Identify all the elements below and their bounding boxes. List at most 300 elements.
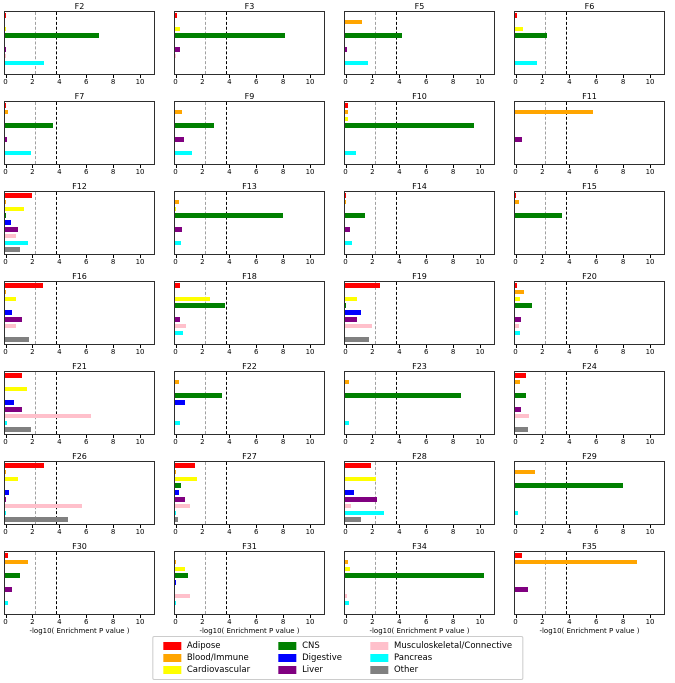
threshold-line-2 [56,192,57,254]
plot-area-F20 [514,281,665,345]
tick-label: 8 [280,618,286,626]
bar-blood-immune [175,380,179,385]
tick-label: 6 [593,618,599,626]
subplot-F29 [514,452,665,536]
subplot-title-F18: F18 [242,272,257,281]
subplot-title-F9: F9 [244,92,255,101]
threshold-line-1 [35,552,36,614]
tick-label: 0 [173,618,178,626]
bar-cardiovascular [5,477,18,482]
tick-label: 0 [173,528,178,536]
bar-blood-immune [515,200,519,205]
subplot-title-F15: F15 [582,182,597,191]
threshold-line-2 [56,552,57,614]
x-axis-ticks [514,615,665,626]
threshold-line-2 [396,372,397,434]
tick-label: 4 [567,348,572,356]
tick-label: 6 [253,258,259,266]
bar-digestive [5,220,11,225]
threshold-line-2 [226,102,227,164]
bar-adipose [5,553,8,558]
x-axis-ticks [344,435,495,446]
x-axis-ticks [174,435,325,446]
tick-label: 10 [305,528,315,536]
bar-adipose [5,283,43,288]
threshold-line-1 [375,12,376,74]
x-axis-label: -log10( Enrichment P value ) [539,627,640,635]
subplot-F16 [4,272,155,356]
bar-adipose [345,103,348,108]
tick-label: 8 [280,348,286,356]
tick-label: 0 [173,348,178,356]
bar-cardiovascular [175,477,197,482]
bar-blood-immune [5,110,8,115]
subplot-F9 [174,92,325,176]
bar-adipose [515,13,517,18]
tick-label: 2 [370,168,375,176]
tick-label: 6 [423,258,429,266]
bar-liver [515,317,521,322]
bar-adipose [345,463,371,468]
bar-other [5,517,68,522]
tick-label: 2 [200,348,205,356]
subplot-F23 [344,362,495,446]
tick-label: 8 [450,168,456,176]
tick-label: 10 [305,618,315,626]
bar-pancreas [515,61,537,66]
bar-cns [5,123,53,128]
x-axis-ticks [4,345,155,356]
tick-label: 2 [540,528,545,536]
bar-cardiovascular [515,27,523,32]
bar-adipose [5,103,6,108]
bar-cardiovascular [345,567,350,572]
tick-label: 2 [200,618,205,626]
bar-musculoskeletal-connective [345,504,351,509]
threshold-line-1 [205,462,206,524]
bar-cns [345,303,346,308]
tick-label: 0 [3,348,8,356]
subplot-F11 [514,92,665,176]
bar-cardiovascular [5,27,6,32]
tick-label: 4 [57,528,62,536]
subplot-title-F29: F29 [582,452,597,461]
tick-label: 4 [567,618,572,626]
x-axis-ticks [514,525,665,536]
bar-musculoskeletal-connective [175,594,190,599]
tick-label: 4 [227,258,232,266]
bar-other [5,337,29,342]
plot-area-F2 [4,11,155,75]
tick-label: 8 [450,258,456,266]
bar-digestive [175,490,179,495]
bar-musculoskeletal-connective [175,504,190,509]
tick-label: 10 [135,528,145,536]
tick-label: 2 [30,348,35,356]
legend-label: Pancreas [393,653,433,663]
tick-label: 8 [620,168,626,176]
plot-area-F9 [174,101,325,165]
tick-label: 6 [593,528,599,536]
tick-label: 0 [513,78,518,86]
bar-liver [175,47,180,52]
tick-label: 4 [397,168,402,176]
x-axis-ticks [4,75,155,86]
bar-pancreas [175,511,176,516]
tick-label: 6 [83,258,89,266]
subplot-title-F6: F6 [584,2,595,11]
bar-liver [345,47,347,52]
threshold-line-2 [56,462,57,524]
x-axis-ticks [514,165,665,176]
tick-label: 0 [3,528,8,536]
legend-swatch-liver [278,666,296,674]
threshold-line-2 [566,282,567,344]
bar-pancreas [345,421,349,426]
threshold-line-1 [35,282,36,344]
tick-label: 8 [280,438,286,446]
tick-label: 0 [513,618,518,626]
x-axis-ticks [344,255,495,266]
subplot-title-F10: F10 [412,92,427,101]
bar-pancreas [175,331,183,336]
bar-pancreas [345,241,352,246]
bar-pancreas [175,241,181,246]
bar-other [5,427,31,432]
subplot-F34 [344,542,495,635]
tick-label: 4 [567,258,572,266]
threshold-line-2 [226,192,227,254]
bar-blood-immune [515,290,524,295]
tick-label: 6 [423,618,429,626]
threshold-line-2 [396,192,397,254]
bar-other [345,517,361,522]
plot-area-F27 [174,461,325,525]
tick-label: 4 [397,438,402,446]
tick-label: 2 [30,78,35,86]
subplot-title-F35: F35 [582,542,597,551]
bar-digestive [5,400,14,405]
bar-liver [345,227,350,232]
bar-liver [175,497,185,502]
tick-label: 6 [83,528,89,536]
bar-adipose [5,193,32,198]
tick-label: 2 [30,168,35,176]
tick-label: 2 [30,618,35,626]
legend-label: Liver [302,665,323,675]
tick-label: 0 [343,528,348,536]
plot-area-F16 [4,281,155,345]
bar-digestive [5,490,9,495]
tick-label: 2 [370,258,375,266]
threshold-line-2 [56,282,57,344]
threshold-line-1 [545,282,546,344]
bar-other [5,247,20,252]
plot-area-F23 [344,371,495,435]
bar-adipose [5,373,22,378]
plot-area-F34 [344,551,495,615]
tick-label: 0 [3,438,8,446]
tick-label: 8 [280,528,286,536]
subplot-F13 [174,182,325,266]
tick-label: 8 [110,528,116,536]
threshold-line-1 [375,372,376,434]
tick-label: 6 [423,348,429,356]
tick-label: 2 [540,438,545,446]
bar-cns [175,483,181,488]
subplot-title-F3: F3 [244,2,255,11]
subplot-F30 [4,542,155,635]
tick-label: 10 [305,438,315,446]
bar-cns [345,123,474,128]
bar-liver [345,317,357,322]
bar-blood-immune [345,200,346,205]
bar-cns [345,213,365,218]
bar-cns [345,573,484,578]
bar-musculoskeletal-connective [345,324,372,329]
plot-area-F29 [514,461,665,525]
x-axis-ticks [174,165,325,176]
threshold-line-1 [205,12,206,74]
subplot-F5 [344,2,495,86]
tick-label: 10 [475,168,485,176]
tick-label: 2 [30,528,35,536]
x-axis-label: -log10( Enrichment P value ) [199,627,300,635]
tick-label: 6 [423,528,429,536]
bar-cns [175,393,222,398]
tick-label: 10 [475,438,485,446]
x-axis-ticks [174,345,325,356]
subplot-F24 [514,362,665,446]
tick-label: 2 [540,168,545,176]
tick-label: 10 [475,78,485,86]
threshold-line-2 [396,552,397,614]
bar-digestive [345,310,361,315]
tick-label: 0 [3,168,8,176]
tick-label: 10 [305,78,315,86]
tick-label: 4 [57,78,62,86]
subplot-F18 [174,272,325,356]
bar-adipose [175,13,177,18]
x-axis-ticks [4,615,155,626]
x-axis-ticks [514,435,665,446]
bar-liver [515,137,522,142]
subplot-F28 [344,452,495,536]
tick-label: 4 [397,618,402,626]
legend-swatch-blood-immune [163,654,181,662]
tick-label: 8 [620,618,626,626]
tick-label: 8 [620,438,626,446]
bar-cns [175,573,188,578]
threshold-line-2 [396,462,397,524]
tick-label: 6 [253,438,259,446]
bar-cns [515,33,547,38]
bar-cardiovascular [515,297,520,302]
bar-blood-immune [345,20,362,25]
legend-item-liver [278,665,342,675]
bar-blood-immune [515,380,520,385]
tick-label: 10 [305,258,315,266]
bar-adipose [5,13,6,18]
subplot-title-F31: F31 [242,542,257,551]
bar-adipose [515,373,526,378]
x-axis-ticks [344,615,495,626]
tick-label: 0 [513,168,518,176]
threshold-line-2 [56,372,57,434]
tick-label: 0 [513,438,518,446]
bar-blood-immune [345,560,348,565]
bar-blood-immune [515,110,593,115]
subplot-title-F26: F26 [72,452,87,461]
tick-label: 0 [343,438,348,446]
plot-area-F13 [174,191,325,255]
threshold-line-2 [396,12,397,74]
bar-musculoskeletal-connective [515,324,519,329]
bar-musculoskeletal-connective [175,54,176,59]
tick-label: 2 [370,438,375,446]
subplot-F2 [4,2,155,86]
subplot-title-F16: F16 [72,272,87,281]
tick-label: 0 [343,78,348,86]
tick-label: 4 [57,168,62,176]
bar-liver [175,317,180,322]
tick-label: 8 [620,528,626,536]
subplot-F15 [514,182,665,266]
tick-label: 8 [110,168,116,176]
bar-cardiovascular [5,207,24,212]
tick-label: 8 [280,168,286,176]
tick-label: 6 [253,528,259,536]
tick-label: 4 [57,438,62,446]
bar-pancreas [515,511,518,516]
x-axis-ticks [4,435,155,446]
legend-label: Cardiovascular [186,665,251,675]
tick-label: 2 [200,258,205,266]
bar-cns [515,303,532,308]
bar-pancreas [345,151,356,156]
threshold-line-1 [375,552,376,614]
bar-cns [5,213,6,218]
x-axis-ticks [4,525,155,536]
subplot-F12 [4,182,155,266]
bar-cns [515,213,562,218]
bar-liver [175,227,182,232]
tick-label: 0 [343,348,348,356]
bar-cns [345,33,402,38]
subplot-F14 [344,182,495,266]
bar-adipose [175,283,180,288]
plot-area-F26 [4,461,155,525]
legend-swatch-adipose [163,642,181,650]
x-axis-ticks [4,165,155,176]
legend-swatch-digestive [278,654,296,662]
bar-blood-immune [5,470,6,475]
bar-blood-immune [5,560,28,565]
tick-label: 2 [370,618,375,626]
tick-label: 10 [645,528,655,536]
tick-label: 8 [620,348,626,356]
tick-label: 2 [540,258,545,266]
tick-label: 4 [397,528,402,536]
subplot-F22 [174,362,325,446]
subplot-title-F12: F12 [72,182,87,191]
bar-other [345,337,369,342]
subplot-F7 [4,92,155,176]
bar-adipose [175,463,195,468]
bar-musculoskeletal-connective [5,324,16,329]
bar-cardiovascular [175,27,180,32]
subplot-title-F20: F20 [582,272,597,281]
x-axis-ticks [174,615,325,626]
bar-cardiovascular [5,297,16,302]
plot-area-F24 [514,371,665,435]
tick-label: 10 [645,168,655,176]
bar-pancreas [5,241,28,246]
x-axis-ticks [514,75,665,86]
tick-label: 4 [227,618,232,626]
tick-label: 4 [57,618,62,626]
plot-area-F22 [174,371,325,435]
plot-area-F10 [344,101,495,165]
legend-item-other [370,665,512,675]
bar-blood-immune [175,110,182,115]
legend-swatch-cns [278,642,296,650]
bar-liver [175,137,184,142]
bar-liver [5,317,22,322]
bar-cns [515,393,526,398]
bar-cns [5,573,20,578]
tick-label: 10 [305,348,315,356]
tick-label: 2 [200,438,205,446]
plot-area-F11 [514,101,665,165]
tick-label: 2 [370,78,375,86]
bar-cns [175,33,285,38]
bar-cardiovascular [175,207,176,212]
tick-label: 4 [227,168,232,176]
bar-pancreas [345,61,368,66]
legend-item-cns [278,641,342,651]
legend-item-pancreas [370,653,512,663]
threshold-line-2 [396,282,397,344]
tick-label: 10 [475,258,485,266]
tick-label: 0 [343,168,348,176]
bar-cardiovascular [345,117,348,122]
bar-cns [175,303,225,308]
plot-area-F7 [4,101,155,165]
tick-label: 2 [370,528,375,536]
x-axis-ticks [344,75,495,86]
threshold-line-1 [35,192,36,254]
bar-liver [5,137,7,142]
tick-label: 8 [450,438,456,446]
legend-label: Blood/Immune [186,653,249,663]
tick-label: 4 [227,78,232,86]
bar-blood-immune [345,110,348,115]
threshold-line-2 [226,12,227,74]
subplot-F31 [174,542,325,635]
bar-cardiovascular [175,567,185,572]
subplot-title-F27: F27 [242,452,257,461]
legend-label: CNS [302,641,320,651]
x-axis-ticks [514,345,665,356]
tick-label: 6 [253,168,259,176]
threshold-line-2 [566,372,567,434]
tick-label: 8 [620,258,626,266]
tick-label: 0 [513,258,518,266]
bar-liver [5,407,22,412]
tick-label: 10 [135,78,145,86]
plot-area-F15 [514,191,665,255]
